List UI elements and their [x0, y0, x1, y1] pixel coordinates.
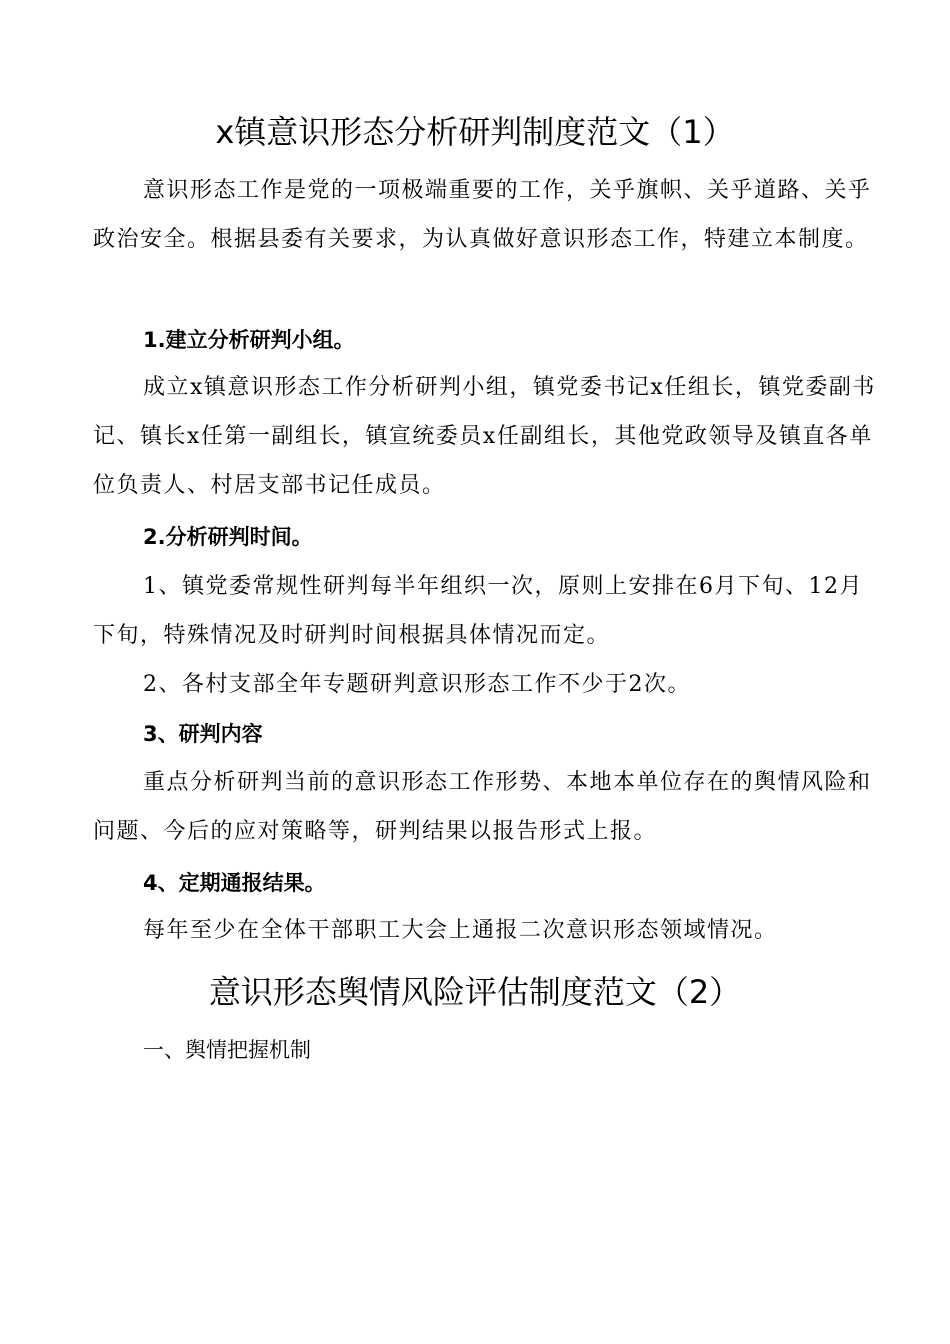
part-1-heading: 一、舆情把握机制	[143, 1038, 311, 1062]
document-title-2: 意识形态舆情风险评估制度范文（2）	[208, 973, 742, 1011]
section-4-body: 每年至少在全体干部职工大会上通报二次意识形态领域情况。	[143, 918, 778, 943]
section-1-body: 成立x镇意识形态工作分析研判小组，镇党委书记x任组长，镇党委副书记、镇长x任第一副组长，镇宣统委员x任副组长，其他党政领导及镇直各单位负责人、村居支部书记任成员。	[93, 375, 876, 498]
section-4-heading: 4、定期通报结果。	[143, 871, 326, 895]
section-3-heading: 3、研判内容	[143, 722, 263, 746]
section-1-heading: 1.建立分析研判小组。	[143, 328, 355, 352]
section-2-item-2: 2、各村支部全年专题研判意识形态工作不少于2次。	[143, 672, 691, 697]
intro-paragraph: 意识形态工作是党的一项极端重要的工作，关乎旗帜、关乎道路、关乎政治安全。根据县委有关要求，为认真做好意识形态工作，特建立本制度。	[93, 178, 872, 252]
document-title-1: x镇意识形态分析研判制度范文（1）	[215, 113, 735, 151]
section-3-body: 重点分析研判当前的意识形态工作形势、本地本单位存在的舆情风险和问题、今后的应对策略等，研判结果以报告形式上报。	[93, 770, 872, 844]
section-2-heading: 2.分析研判时间。	[143, 525, 313, 549]
section-2-item-1: 1、镇党委常规性研判每半年组织一次，原则上安排在6月下旬、12月下旬，特殊情况及时研判时间根据具体情况而定。	[93, 574, 863, 648]
